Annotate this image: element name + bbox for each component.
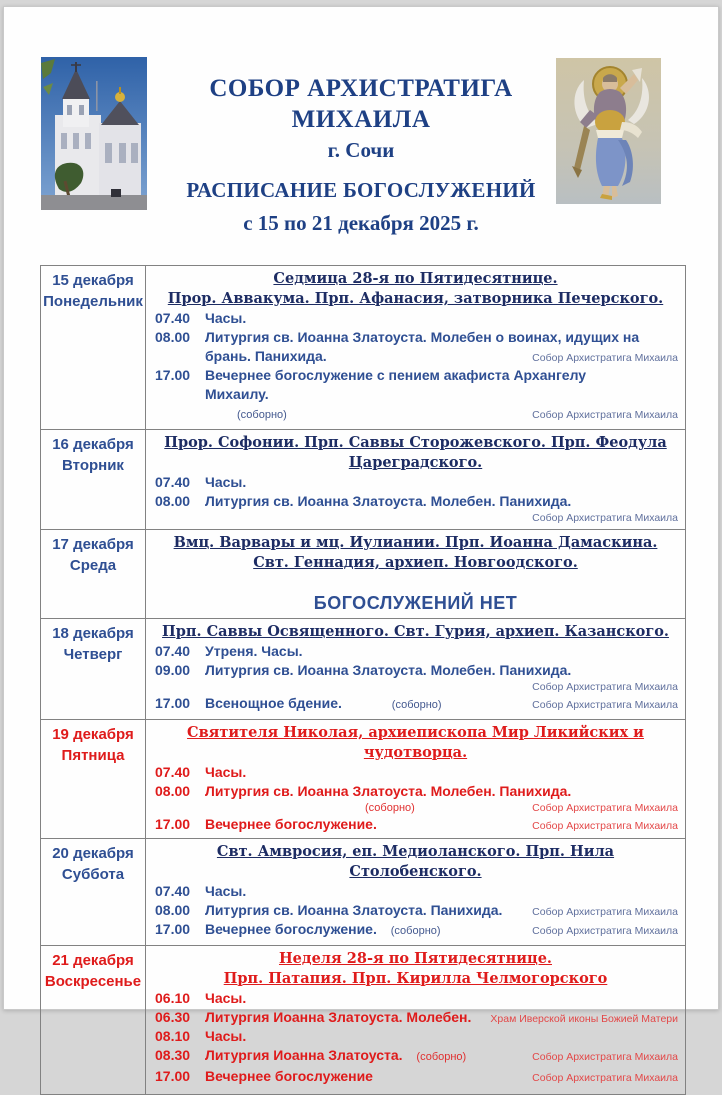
page-title: СОБОР АРХИСТРАТИГА <box>209 75 513 102</box>
service-time: 07.40 <box>155 764 191 780</box>
service-line <box>153 815 678 834</box>
church-photo-image <box>41 57 147 210</box>
service-line <box>153 473 678 492</box>
service-time: 08.00 <box>155 493 191 509</box>
feast-line: Прор. Софонии. Прп. Саввы Сторожевского. Прп. Феодула Цареградского. <box>164 434 667 471</box>
service-text: Часы. <box>205 474 247 490</box>
service-text: Часы. <box>205 990 247 1006</box>
service-line <box>153 642 678 661</box>
service-text: Вечернее богослужение. <box>205 816 377 832</box>
service-note: (соборно) <box>365 802 415 814</box>
date-label: 21 декабря <box>52 952 134 969</box>
feast-line: Свт. Геннадия, архиеп. Новгоодского. <box>253 554 578 571</box>
service-text: Литургия Иоанна Златоуста. Молебен. <box>205 1009 472 1025</box>
annotation-line <box>153 680 678 694</box>
table-row <box>41 618 685 719</box>
service-line <box>153 661 678 680</box>
service-time: 08.00 <box>155 902 191 918</box>
service-location: Собор Архистратига Михаила <box>532 409 678 421</box>
service-time: 06.30 <box>155 1009 191 1025</box>
services-cell <box>146 266 685 429</box>
day-label: Воскресенье <box>44 973 142 990</box>
feast-line: Святителя Николая, архиепископа Мир Ликийских и чудотворца. <box>187 724 644 761</box>
feast-line: Вмц. Варвары и мц. Иулиании. Прп. Иоанна Дамаскина. <box>173 534 658 551</box>
feast-line: Прор. Аввакума. Прп. Афанасия, затворника Печерского. <box>167 290 664 307</box>
service-line <box>153 782 678 801</box>
day-label: Четверг <box>63 646 123 663</box>
service-note: (соборно) <box>391 699 442 711</box>
date-cell <box>41 946 146 1094</box>
day-label: Вторник <box>62 457 124 474</box>
date-label: 17 декабря <box>52 536 134 553</box>
date-cell <box>41 720 146 838</box>
service-line <box>153 1027 678 1046</box>
feast-line: Седмица 28-я по Пятидесятнице. <box>273 270 558 287</box>
feast-line: Прп. Саввы Освященного. Свт. Гурия, архиеп. Казанского. <box>162 623 669 640</box>
service-location: Собор Архистратига Михаила <box>532 352 678 364</box>
service-time: 17.00 <box>155 367 191 383</box>
date-label: 15 декабря <box>52 272 134 289</box>
service-text: Литургия св. Иоанна Златоуста. Молебен. Панихида. <box>205 783 572 799</box>
date-cell <box>41 530 146 618</box>
service-location: Собор Архистратига Михаила <box>532 802 678 814</box>
annotation-line <box>153 511 678 525</box>
table-row <box>41 838 685 945</box>
city-label: г. Сочи <box>327 138 395 162</box>
service-line <box>153 920 678 941</box>
schedule-sheet <box>3 6 719 1084</box>
service-time: 07.40 <box>155 310 191 326</box>
service-time: 08.00 <box>155 783 191 799</box>
service-text: Часы. <box>205 883 247 899</box>
service-line <box>153 1008 678 1027</box>
service-line <box>153 901 678 920</box>
service-text: Часы. <box>205 1028 247 1044</box>
service-time: 07.40 <box>155 643 191 659</box>
table-row <box>41 266 685 429</box>
service-line <box>153 763 678 782</box>
period-label: с 15 по 21 декабря 2025 г. <box>243 211 479 235</box>
service-line <box>153 1067 678 1086</box>
service-line <box>153 492 678 511</box>
table-row <box>41 429 685 529</box>
service-time: 17.00 <box>155 695 191 711</box>
date-cell <box>41 619 146 719</box>
feast-line: Свт. Амвросия, еп. Медиоланского. Прп. Нила Столобенского. <box>216 843 615 880</box>
date-cell <box>41 839 146 945</box>
day-label: Среда <box>69 557 117 574</box>
service-location: Собор Архистратига Михаила <box>532 1072 678 1084</box>
service-line <box>153 694 678 715</box>
service-text: Литургия св. Иоанна Златоуста. Молебен. Панихида. <box>205 493 572 509</box>
services-cell <box>146 720 685 838</box>
service-location: Собор Архистратига Михаила <box>532 1051 678 1063</box>
page-title-line2: МИХАИЛА <box>291 106 431 133</box>
service-text: Вечернее богослужение <box>205 1068 373 1084</box>
table-row <box>41 529 685 618</box>
day-label: Суббота <box>61 866 125 883</box>
services-cell <box>146 839 685 945</box>
service-time: 06.10 <box>155 990 191 1006</box>
service-text: Часы. <box>205 310 247 326</box>
schedule-table <box>40 265 686 1095</box>
services-cell <box>146 430 685 529</box>
service-text: Литургия св. Иоанна Златоуста. Панихида. <box>205 902 503 918</box>
service-location: Собор Архистратига Михаила <box>532 512 678 524</box>
service-text: Литургия Иоанна Златоуста. <box>205 1047 403 1063</box>
no-services-label: БОГОСЛУЖЕНИЙ НЕТ <box>313 593 518 613</box>
service-note: (соборно) <box>416 1051 467 1063</box>
schedule-subtitle: РАСПИСАНИЕ БОГОСЛУЖЕНИЙ <box>186 178 536 202</box>
service-text: Вечернее богослужение с пением акафиста Архангелу Михаилу. <box>205 367 587 402</box>
services-cell <box>146 619 685 719</box>
service-time: 09.00 <box>155 662 191 678</box>
service-line <box>153 989 678 1008</box>
service-text: Литургия св. Иоанна Златоуста. Молебен. Панихида. <box>205 662 572 678</box>
service-time: 08.10 <box>155 1028 191 1044</box>
service-text: Всенощное бдение. <box>205 695 342 711</box>
date-cell <box>41 430 146 529</box>
date-label: 19 декабря <box>52 726 134 743</box>
service-note: (соборно) <box>237 409 287 421</box>
church-photo-illustration <box>41 57 147 210</box>
service-line <box>153 366 678 425</box>
archangel-illustration <box>556 58 661 204</box>
service-time: 07.40 <box>155 474 191 490</box>
service-text: Утреня. Часы. <box>205 643 303 659</box>
annotation-line <box>153 801 678 815</box>
services-cell <box>146 946 685 1094</box>
service-time: 17.00 <box>155 1068 191 1084</box>
service-location: Собор Архистратига Михаила <box>532 925 678 937</box>
service-note: (соборно) <box>390 925 441 937</box>
service-line <box>153 328 678 366</box>
table-row <box>41 719 685 838</box>
service-time: 17.00 <box>155 921 191 937</box>
date-label: 20 декабря <box>52 845 134 862</box>
service-location: Собор Архистратига Михаила <box>532 681 678 693</box>
service-time: 17.00 <box>155 816 191 832</box>
date-cell <box>41 266 146 429</box>
table-row <box>41 945 685 1094</box>
service-text: Часы. <box>205 764 247 780</box>
feast-line: Прп. Патапия. Прп. Кирилла Челмогорского <box>223 970 608 987</box>
archangel-michael-icon <box>556 58 661 204</box>
service-line <box>153 882 678 901</box>
service-time: 07.40 <box>155 883 191 899</box>
services-cell <box>146 530 685 618</box>
service-location: Собор Архистратига Михаила <box>532 699 678 711</box>
service-time: 08.30 <box>155 1047 191 1063</box>
header <box>4 7 718 243</box>
service-text: Вечернее богослужение. <box>205 921 377 937</box>
day-label: Понедельник <box>43 293 143 310</box>
service-location: Собор Архистратига Михаила <box>532 906 678 918</box>
service-text: Литургия св. Иоанна Златоуста. Молебен о воинах, идущих на брань. Панихида. <box>205 329 640 364</box>
date-label: 16 декабря <box>52 436 134 453</box>
feast-line: Неделя 28-я по Пятидесятнице. <box>278 950 552 967</box>
service-location: Храм Иверской иконы Божией Матери <box>490 1013 678 1025</box>
service-time: 08.00 <box>155 329 191 345</box>
service-line <box>153 1046 678 1067</box>
service-location: Собор Архистратига Михаила <box>532 820 678 832</box>
service-line <box>153 309 678 328</box>
day-label: Пятница <box>61 747 125 764</box>
date-label: 18 декабря <box>52 625 134 642</box>
